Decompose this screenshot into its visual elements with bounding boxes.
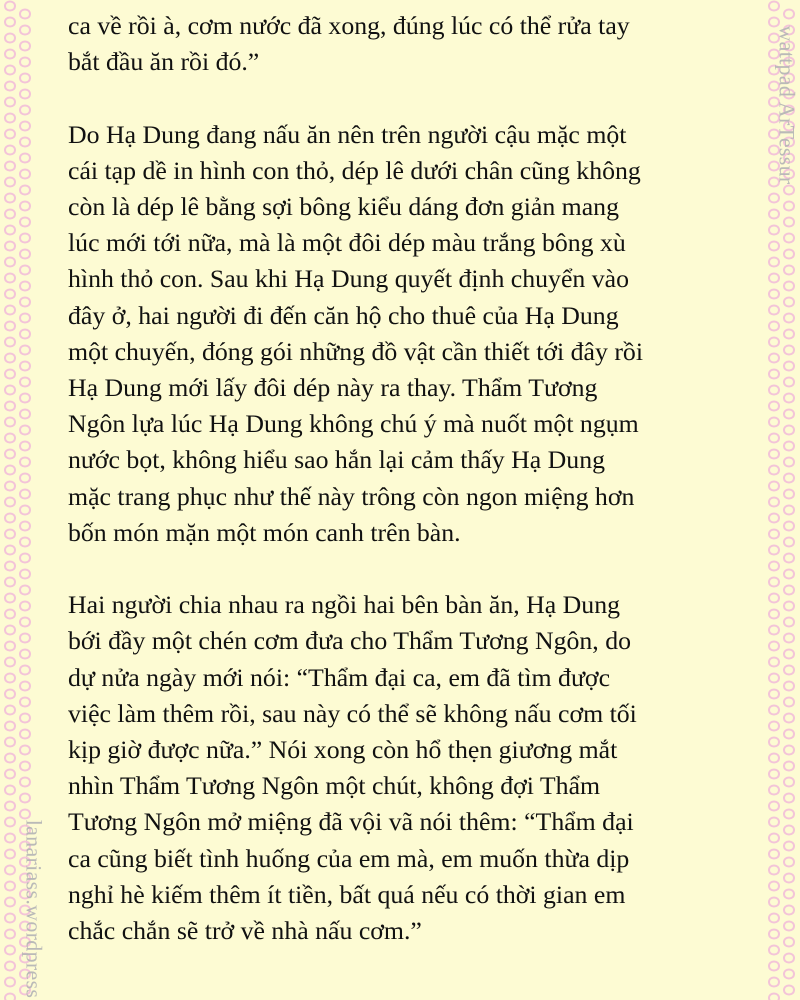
- pink-loop-mark: [5, 114, 15, 123]
- pink-loop-mark: [769, 370, 779, 379]
- pink-loop-mark: [769, 754, 779, 763]
- pink-loop-mark: [5, 402, 15, 411]
- pink-loop-mark: [5, 466, 15, 475]
- pink-loop-mark: [784, 346, 794, 355]
- pink-loop-mark: [784, 314, 794, 323]
- pink-loop-mark: [784, 458, 794, 467]
- pink-loop-mark: [769, 338, 779, 347]
- pink-loop-mark: [5, 946, 15, 955]
- pink-loop-mark: [769, 578, 779, 587]
- pink-loop-mark: [784, 922, 794, 931]
- pink-loop-mark: [5, 994, 15, 1000]
- pink-loop-mark: [20, 538, 30, 547]
- pink-loop-mark: [784, 874, 794, 883]
- pink-loop-mark: [769, 642, 779, 651]
- pink-loop-mark: [769, 930, 779, 939]
- pink-loop-mark: [769, 802, 779, 811]
- pink-loop-mark: [769, 306, 779, 315]
- pink-loop-mark: [20, 122, 30, 131]
- pink-loop-mark: [784, 282, 794, 291]
- pink-loop-mark: [784, 554, 794, 563]
- pink-loop-mark: [5, 546, 15, 555]
- left-watermark-text: lanariass.wordpress: [21, 819, 47, 999]
- pink-loop-mark: [769, 706, 779, 715]
- pink-loop-mark: [20, 298, 30, 307]
- pink-loop-mark: [5, 578, 15, 587]
- pink-loop-mark: [5, 562, 15, 571]
- pink-loop-mark: [5, 962, 15, 971]
- pink-loop-mark: [784, 970, 794, 979]
- pink-loop-mark: [769, 770, 779, 779]
- pink-loop-mark: [784, 298, 794, 307]
- pink-loop-mark: [5, 386, 15, 395]
- pink-loop-mark: [5, 914, 15, 923]
- pink-loop-mark: [769, 962, 779, 971]
- pink-loop-mark: [20, 746, 30, 755]
- pink-loop-mark: [769, 658, 779, 667]
- pink-loop-mark: [784, 474, 794, 483]
- pink-loop-mark: [769, 290, 779, 299]
- pink-loop-mark: [20, 282, 30, 291]
- pink-loop-mark: [20, 314, 30, 323]
- pink-loop-mark: [769, 978, 779, 987]
- pink-loop-mark: [769, 322, 779, 331]
- pink-loop-mark: [784, 570, 794, 579]
- pink-loop-mark: [5, 498, 15, 507]
- pink-loop-mark: [784, 954, 794, 963]
- pink-loop-mark: [769, 258, 779, 267]
- pink-loop-mark: [5, 162, 15, 171]
- pink-loop-mark: [20, 266, 30, 275]
- pink-loop-mark: [784, 826, 794, 835]
- pink-loop-mark: [5, 674, 15, 683]
- right-watermark-text: wattpad ArTessur: [774, 25, 800, 185]
- pink-loop-mark: [20, 474, 30, 483]
- pink-loop-mark: [769, 386, 779, 395]
- pink-loop-mark: [20, 602, 30, 611]
- pink-loop-mark: [20, 74, 30, 83]
- pink-loop-mark: [784, 762, 794, 771]
- pink-loop-mark: [769, 834, 779, 843]
- pink-loop-mark: [5, 34, 15, 43]
- pink-loop-mark: [5, 978, 15, 987]
- pink-loop-mark: [784, 378, 794, 387]
- pink-loop-mark: [784, 650, 794, 659]
- pink-loop-mark: [5, 594, 15, 603]
- pink-loop-mark: [5, 754, 15, 763]
- pink-loop-mark: [5, 2, 15, 11]
- pink-loop-mark: [5, 450, 15, 459]
- pink-loop-mark: [5, 818, 15, 827]
- pink-loop-mark: [5, 610, 15, 619]
- pink-loop-mark: [784, 410, 794, 419]
- pink-loop-mark: [5, 930, 15, 939]
- pink-loop-mark: [784, 538, 794, 547]
- pink-loop-mark: [20, 186, 30, 195]
- pink-loop-mark: [769, 482, 779, 491]
- pink-loop-mark: [5, 338, 15, 347]
- pink-loop-mark: [784, 698, 794, 707]
- pink-loop-mark: [20, 346, 30, 355]
- pink-loop-mark: [784, 730, 794, 739]
- pink-loop-mark: [20, 106, 30, 115]
- pink-loop-mark: [5, 146, 15, 155]
- pink-loop-mark: [5, 178, 15, 187]
- pink-loop-mark: [20, 330, 30, 339]
- pink-loop-mark: [5, 226, 15, 235]
- pink-loop-mark: [769, 418, 779, 427]
- pink-loop-mark: [5, 802, 15, 811]
- pink-loop-mark: [20, 218, 30, 227]
- pink-loop-mark: [784, 522, 794, 531]
- pink-loop-mark: [5, 482, 15, 491]
- pink-loop-mark: [5, 290, 15, 299]
- pink-loop-mark: [20, 650, 30, 659]
- pink-loop-mark: [769, 610, 779, 619]
- pink-loop-mark: [20, 778, 30, 787]
- story-paragraph-1: ca về rồi à, cơm nước đã xong, đúng lúc có thể rửa tay bắt đầu ăn rồi đó.”: [68, 11, 630, 77]
- pink-loop-mark: [20, 522, 30, 531]
- pink-loop-mark: [784, 778, 794, 787]
- pink-loop-mark: [5, 18, 15, 27]
- pink-loop-mark: [20, 682, 30, 691]
- pink-loop-mark: [784, 186, 794, 195]
- pink-loop-mark: [5, 866, 15, 875]
- pink-loop-mark: [769, 498, 779, 507]
- pink-loop-mark: [769, 354, 779, 363]
- pink-loop-mark: [769, 402, 779, 411]
- pink-loop-mark: [769, 898, 779, 907]
- pink-loop-mark: [784, 906, 794, 915]
- pink-loop-mark: [5, 82, 15, 91]
- pink-loop-mark: [20, 458, 30, 467]
- pink-loop-mark: [5, 706, 15, 715]
- pink-loop-mark: [20, 698, 30, 707]
- pink-loop-mark: [20, 634, 30, 643]
- pink-loop-mark: [769, 786, 779, 795]
- pink-loop-mark: [20, 810, 30, 819]
- pink-loop-mark: [769, 194, 779, 203]
- pink-loop-mark: [5, 370, 15, 379]
- pink-loop-mark: [5, 514, 15, 523]
- pink-loop-mark: [769, 994, 779, 1000]
- pink-loop-mark: [5, 258, 15, 267]
- pink-loop-mark: [769, 466, 779, 475]
- pink-loop-mark: [769, 722, 779, 731]
- pink-loop-mark: [769, 626, 779, 635]
- pink-loop-mark: [20, 170, 30, 179]
- pink-loop-mark: [5, 274, 15, 283]
- pink-loop-mark: [769, 594, 779, 603]
- pink-loop-mark: [784, 10, 794, 19]
- pink-loop-mark: [20, 554, 30, 563]
- pink-loop-mark: [769, 546, 779, 555]
- pink-loop-mark: [20, 426, 30, 435]
- pink-loop-mark: [20, 410, 30, 419]
- pink-loop-mark: [5, 658, 15, 667]
- pink-loop-mark: [784, 490, 794, 499]
- pink-loop-mark: [20, 154, 30, 163]
- pink-loop-mark: [784, 714, 794, 723]
- pink-loop-mark: [20, 666, 30, 675]
- pink-loop-mark: [20, 394, 30, 403]
- pink-loop-mark: [784, 746, 794, 755]
- pink-loop-mark: [20, 26, 30, 35]
- pink-loop-mark: [769, 434, 779, 443]
- story-paragraph-3: Hai người chia nhau ra ngồi hai bên bàn ăn, Hạ Dung bới đầy một chén cơm đưa cho Thẩm Tương Ngôn, do dự nửa ngày mới nói: “Thẩm đại ca, em đã tìm được việc làm thêm rồi, sau này có thể sẽ không nấu cơm tối kịp giờ được nữa.” Nói xong còn hổ thẹn giương mắt nhìn Thẩm Tương Ngôn một chút, không đợi Thẩm Tương Ngôn mở miệng đã vội vã nói thêm: “Thẩm đại ca cũng biết tình huống của em mà, em muốn thừa dịp nghỉ hè kiếm thêm ít tiền, bất quá nếu có thời gian em chắc chắn sẽ trở về nhà nấu cơm.”: [68, 590, 637, 946]
- pink-loop-mark: [20, 794, 30, 803]
- pink-loop-mark: [769, 914, 779, 923]
- pink-loop-mark: [5, 642, 15, 651]
- pink-loop-mark: [20, 618, 30, 627]
- pink-loop-mark: [784, 202, 794, 211]
- pink-loop-mark: [20, 730, 30, 739]
- pink-loop-mark: [769, 818, 779, 827]
- pink-loop-mark: [784, 618, 794, 627]
- pink-loop-mark: [5, 882, 15, 891]
- pink-loop-mark: [20, 442, 30, 451]
- pink-loop-mark: [769, 514, 779, 523]
- pink-loop-mark: [20, 490, 30, 499]
- pink-loop-mark: [20, 714, 30, 723]
- pink-loop-mark: [5, 738, 15, 747]
- pink-loop-mark: [20, 586, 30, 595]
- pink-loop-mark: [5, 834, 15, 843]
- pink-loop-mark: [20, 762, 30, 771]
- pink-loop-mark: [20, 570, 30, 579]
- pink-loop-mark: [769, 850, 779, 859]
- pink-loop-mark: [769, 530, 779, 539]
- pink-loop-mark: [769, 226, 779, 235]
- story-text-page: [68, 8, 748, 985]
- pink-loop-mark: [20, 362, 30, 371]
- pink-loop-mark: [20, 250, 30, 259]
- pink-loop-mark: [784, 938, 794, 947]
- pink-loop-mark: [784, 266, 794, 275]
- pink-loop-mark: [5, 418, 15, 427]
- pink-loop-mark: [784, 586, 794, 595]
- pink-loop-mark: [784, 810, 794, 819]
- pink-loop-mark: [784, 506, 794, 515]
- pink-loop-mark: [784, 794, 794, 803]
- pink-loop-mark: [5, 898, 15, 907]
- pink-loop-mark: [20, 90, 30, 99]
- pink-loop-mark: [784, 890, 794, 899]
- pink-loop-mark: [784, 602, 794, 611]
- pink-loop-mark: [5, 786, 15, 795]
- pink-loop-mark: [5, 690, 15, 699]
- pink-loop-mark: [784, 682, 794, 691]
- pink-loop-mark: [20, 202, 30, 211]
- pink-loop-mark: [5, 850, 15, 859]
- pink-loop-mark: [784, 666, 794, 675]
- pink-loop-mark: [5, 242, 15, 251]
- pink-loop-mark: [5, 194, 15, 203]
- pink-loop-mark: [5, 530, 15, 539]
- pink-loop-mark: [769, 2, 779, 11]
- pink-loop-mark: [784, 394, 794, 403]
- pink-loop-mark: [5, 130, 15, 139]
- pink-loop-mark: [769, 882, 779, 891]
- pink-loop-mark: [769, 738, 779, 747]
- pink-loop-mark: [769, 450, 779, 459]
- pink-loop-mark: [20, 234, 30, 243]
- pink-loop-mark: [20, 506, 30, 515]
- pink-loop-mark: [769, 210, 779, 219]
- story-paragraph-2: Do Hạ Dung đang nấu ăn nên trên người cậu mặc một cái tạp dề in hình con thỏ, dép lê dưới chân cũng không còn là dép lê bằng sợi bông kiểu dáng đơn giản mang lúc mới tới nữa, mà là một đôi dép màu trắng bông xù hình thỏ con. Sau khi Hạ Dung quyết định chuyển vào đây ở, hai người đi đến căn hộ cho thuê của Hạ Dung một chuyến, đóng gói những đồ vật cần thiết tới đây rồi Hạ Dung mới lấy đôi dép này ra thay. Thẩm Tương Ngôn lựa lúc Hạ Dung không chú ý mà nuốt một ngụm nước bọt, không hiểu sao hắn lại cảm thấy Hạ Dung mặc trang phục như thế này trông còn ngon miệng hơn bốn món mặn một món canh trên bàn.: [68, 119, 643, 547]
- pink-loop-mark: [5, 66, 15, 75]
- pink-loop-mark: [769, 562, 779, 571]
- pink-loop-mark: [5, 770, 15, 779]
- left-decorative-border: [0, 0, 47, 1000]
- pink-loop-mark: [784, 858, 794, 867]
- pink-loop-mark: [784, 234, 794, 243]
- pink-loop-mark: [5, 434, 15, 443]
- pink-loop-mark: [5, 722, 15, 731]
- pink-loop-mark: [5, 210, 15, 219]
- pink-loop-mark: [769, 866, 779, 875]
- pink-loop-mark: [5, 306, 15, 315]
- pink-loop-mark: [784, 250, 794, 259]
- pink-loop-mark: [5, 354, 15, 363]
- pink-loop-mark: [20, 378, 30, 387]
- pink-loop-mark: [5, 322, 15, 331]
- pink-loop-mark: [20, 138, 30, 147]
- pink-loop-mark: [769, 690, 779, 699]
- pink-loop-mark: [769, 674, 779, 683]
- right-decorative-border: [764, 0, 800, 1000]
- pink-loop-mark: [20, 58, 30, 67]
- pink-loop-mark: [784, 986, 794, 995]
- pink-loop-mark: [784, 218, 794, 227]
- pink-loop-mark: [769, 274, 779, 283]
- pink-loop-mark: [5, 626, 15, 635]
- pink-loop-mark: [784, 634, 794, 643]
- pink-loop-mark: [5, 50, 15, 59]
- pink-loop-mark: [784, 330, 794, 339]
- pink-loop-mark: [784, 842, 794, 851]
- pink-loop-mark: [784, 426, 794, 435]
- pink-loop-mark: [769, 946, 779, 955]
- pink-loop-mark: [20, 42, 30, 51]
- pink-loop-mark: [784, 442, 794, 451]
- pink-loop-mark: [784, 362, 794, 371]
- pink-loop-mark: [20, 10, 30, 19]
- pink-loop-mark: [5, 98, 15, 107]
- pink-loop-mark: [769, 242, 779, 251]
